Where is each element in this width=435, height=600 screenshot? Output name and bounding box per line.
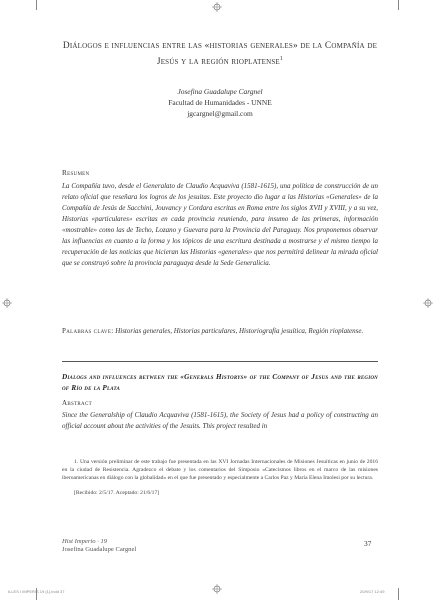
abstract-es-label: Resumen [62, 169, 90, 177]
print-slug-right: 20/9/17 12:49 [360, 589, 385, 594]
keywords-es-value: Historias generales, Historias particulares, Historiografía jesuítica, Región rioplatense. [115, 327, 364, 335]
abstract-en-text: Since the Generalship of Claudio Acquaviva (1581-1615), the Society of Jesus had a policy of constructing an official account about the activities of the Jesuits. This project resulted in [62, 411, 378, 430]
registration-mark-bottom-icon [212, 584, 222, 594]
author-email: jgcargnel@gmail.com [187, 109, 253, 118]
footnote-number: 1. [74, 459, 79, 465]
print-slug-left: ILLES I IMPERIS 19 (1).indd 37 [8, 589, 65, 594]
keywords-es [62, 326, 378, 337]
article-title-text: Diálogos e influencias entre las «historias generales» de la Compañía de Jesús y la región rioplatense [62, 41, 378, 68]
footer-journal: Hist Imperio · 19 [62, 538, 108, 545]
author-name: Josefina Guadalupe Cargnel [177, 87, 263, 96]
registration-mark-left-icon [2, 298, 12, 308]
abstract-es-text: La Compañía tuvo, desde el Generalato de Claudio Acquaviva (1581-1615), una política de construcción de un relato oficial que reseñara los logros de los jesuitas. Este proyecto dio lugar a las Historias «Generales» de la Compañía de Jesús de Sacchini, Jouvancy y Cordara escritas en Roma entre los siglos XVII y XVIII, y a su vez, Historias «particulares» escritas en cada provincia reuniendo, para insumo de las primeras, información «mostrable» como las de Techo, Lozano y Guevara para la Provincia del Paraguay. Nos proponemos observar las influencias en cuanto a la forma y los tópicos de una escritura destinada a mostrarse y el mismo tiempo la recuperación de las noticias que hicieran las Historias «generales» que nos permitirá delinear la mirada oficial que se construyó sobre la provincia paraguaya desde la Sede Generalicia. [62, 182, 378, 267]
page-number: 37 [364, 539, 372, 548]
trim-mark-top-right [398, 0, 399, 10]
received-accepted-dates: [Recibido: 2/5/17. Aceptado: 21/6/17] [74, 490, 160, 496]
english-title: Dialogs and influences between the «Generals Historys» of the Company of Jesus and the region of Río de la Plata [62, 373, 378, 392]
registration-mark-right-icon [423, 298, 433, 308]
abstract-en [62, 398, 378, 432]
page-footer [62, 538, 378, 554]
author-affiliation: Facultad de Humanidades - UNNE [168, 98, 272, 107]
author-block [62, 86, 378, 119]
footnote [62, 458, 378, 497]
article-title [62, 40, 378, 69]
trim-mark-bottom-right [398, 588, 399, 600]
footnote-text: Una versión preliminar de este trabajo fue presentada en las XVI Jornadas Internacionales de Misiones Jesuíticas en junio de 2016 en la ciudad de Resistencia. Agradezco el debate y los comentarios del Simposio «Catecismos libros en el marco de las misiones iberoamericanas en diálogo con la globalidad» en el que fue presentado y especialmente a Carlos Paz y María Elena Imolesi por su lectura. [62, 459, 378, 481]
footer-author: Josefina Guadalupe Cargnel [62, 546, 137, 553]
abstract-en-label: Abstract [62, 399, 92, 407]
keywords-es-label: Palabras clave: [62, 327, 114, 335]
section-divider [62, 361, 378, 362]
title-footnote-ref: 1 [279, 56, 284, 62]
trim-mark-top-left [36, 0, 37, 10]
registration-mark-top-icon [212, 2, 222, 12]
abstract-es [62, 168, 378, 269]
